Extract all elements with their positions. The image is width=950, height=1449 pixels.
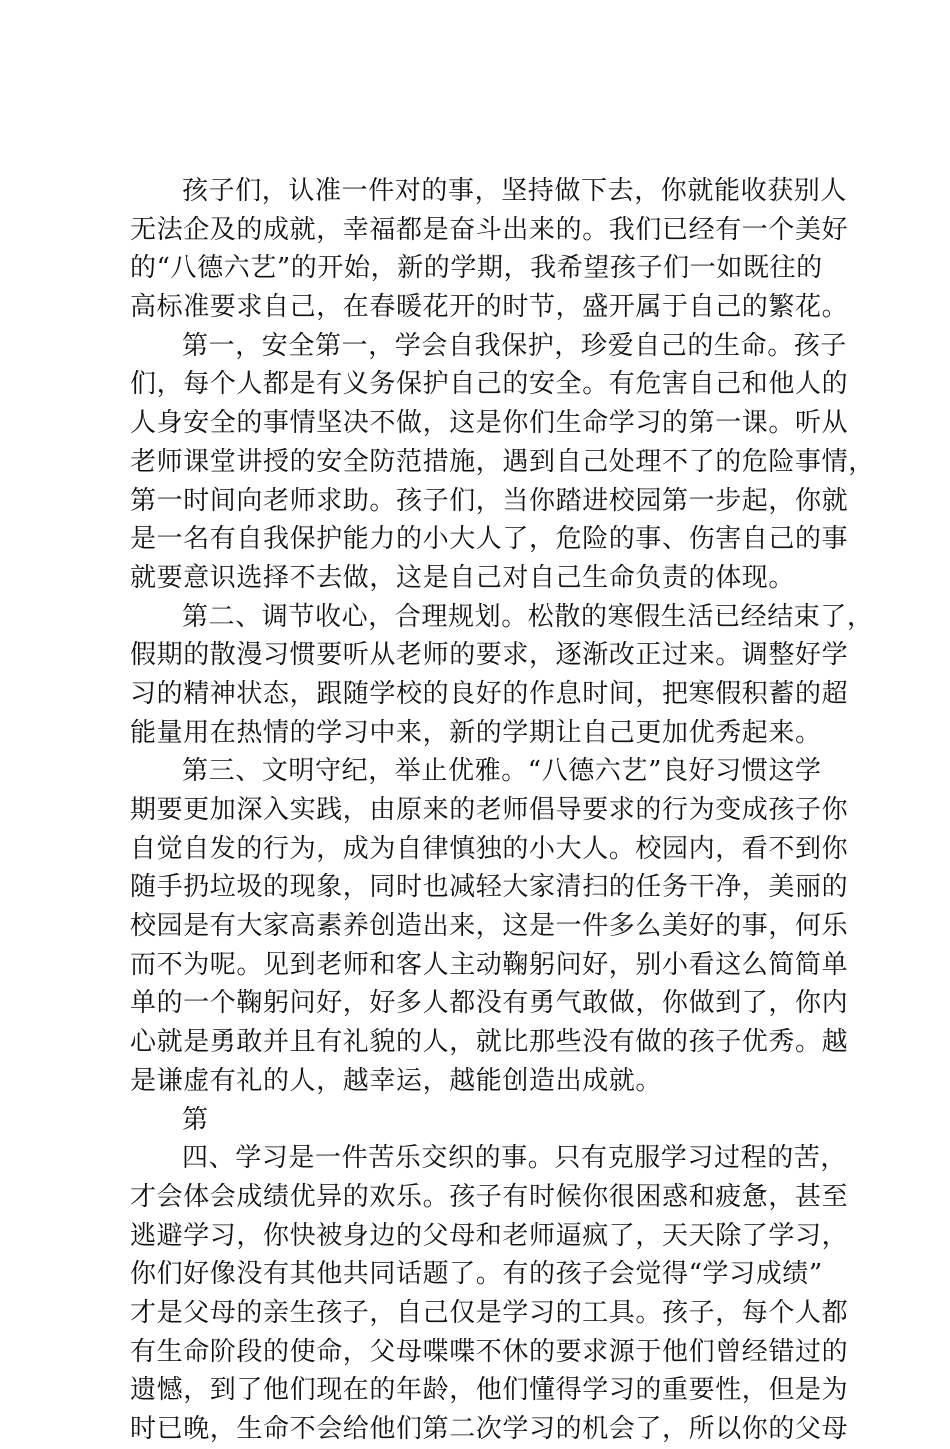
text-line: 第 [182, 1104, 209, 1135]
text-line: 们，每个人都是有义务保护自己的安全。有危害自己和他人的 [130, 369, 849, 400]
text-line: 老师课堂讲授的安全防范措施，遇到自己处理不了的危险事情， [130, 446, 875, 477]
text-line: 假期的散漫习惯要听从老师的要求，逐渐改正过来。调整好学 [130, 640, 849, 671]
text-line: 单的一个鞠躬问好，好多人都没有勇气敢做，你做到了，你内 [130, 988, 849, 1019]
text-line: 时已晚，生命不会给他们第二次学习的机会了，所以你的父母 [130, 1414, 849, 1444]
document-body [130, 172, 875, 1449]
text-line: 的“八德六艺”的开始，新的学期，我希望孩子们一如既往的 [130, 253, 823, 284]
text-line: 是一名有自我保护能力的小大人了，危险的事、伤害自己的事 [130, 524, 849, 555]
text-line: 才会体会成绩优异的欢乐。孩子有时候你很困惑和疲惫，甚至 [130, 1181, 849, 1212]
text-line: 四、学习是一件苦乐交织的事。只有克服学习过程的苦， [182, 1143, 848, 1174]
text-line: 第一时间向老师求助。孩子们，当你踏进校园第一步起，你就 [130, 485, 849, 516]
text-line: 第二、调节收心，合理规划。松散的寒假生活已经结束了， [182, 601, 874, 632]
text-line: 第三、文明守纪，举止优雅。“八德六艺”良好习惯这学 [182, 756, 822, 787]
text-line: 遗憾，到了他们现在的年龄，他们懂得学习的重要性，但是为 [130, 1375, 849, 1406]
text-line: 随手扔垃圾的现象，同时也减轻大家清扫的任务干净，美丽的 [130, 872, 849, 903]
text-line: 期要更加深入实践，由原来的老师倡导要求的行为变成孩子你 [130, 795, 849, 825]
text-line: 才是父母的亲生孩子，自己仅是学习的工具。孩子，每个人都 [130, 1297, 849, 1328]
text-line: 无法企及的成就，幸福都是奋斗出来的。我们已经有一个美好 [130, 214, 849, 245]
text-line: 逃避学习，你快被身边的父母和老师逼疯了，天天除了学习， [130, 1220, 849, 1251]
text-line: 能量用在热情的学习中来，新的学期让自己更加优秀起来。 [130, 717, 822, 748]
text-line: 是谦虚有礼的人，越幸运，越能创造出成就。 [130, 1065, 663, 1096]
text-line: 校园是有大家高素养创造出来，这是一件多么美好的事，何乐 [130, 911, 849, 942]
text-line: 有生命阶段的使命，父母喋喋不休的要求源于他们曾经错过的 [130, 1336, 849, 1367]
text-line: 心就是勇敢并且有礼貌的人，就比那些没有做的孩子优秀。越 [130, 1027, 849, 1058]
text-line: 就要意识选择不去做，这是自己对自己生命负责的体现。 [130, 562, 796, 593]
text-line: 孩子们，认准一件对的事，坚持做下去，你就能收获别人 [182, 176, 848, 206]
text-line: 而不为呢。见到老师和客人主动鞠躬问好，别小看这么简简单 [130, 949, 849, 980]
text-line: 自觉自发的行为，成为自律慎独的小大人。校园内，看不到你 [130, 833, 849, 864]
text-line: 习的精神状态，跟随学校的良好的作息时间，把寒假积蓄的超 [130, 678, 849, 709]
text-line: 第一，安全第一，学会自我保护，珍爱自己的生命。孩子 [182, 330, 848, 361]
text-line: 高标准要求自己，在春暖花开的时节，盛开属于自己的繁花。 [130, 292, 849, 323]
text-line: 你们好像没有其他共同话题了。有的孩子会觉得“学习成绩” [130, 1259, 823, 1290]
text-line: 人身安全的事情坚决不做，这是你们生命学习的第一课。听从 [130, 408, 849, 439]
